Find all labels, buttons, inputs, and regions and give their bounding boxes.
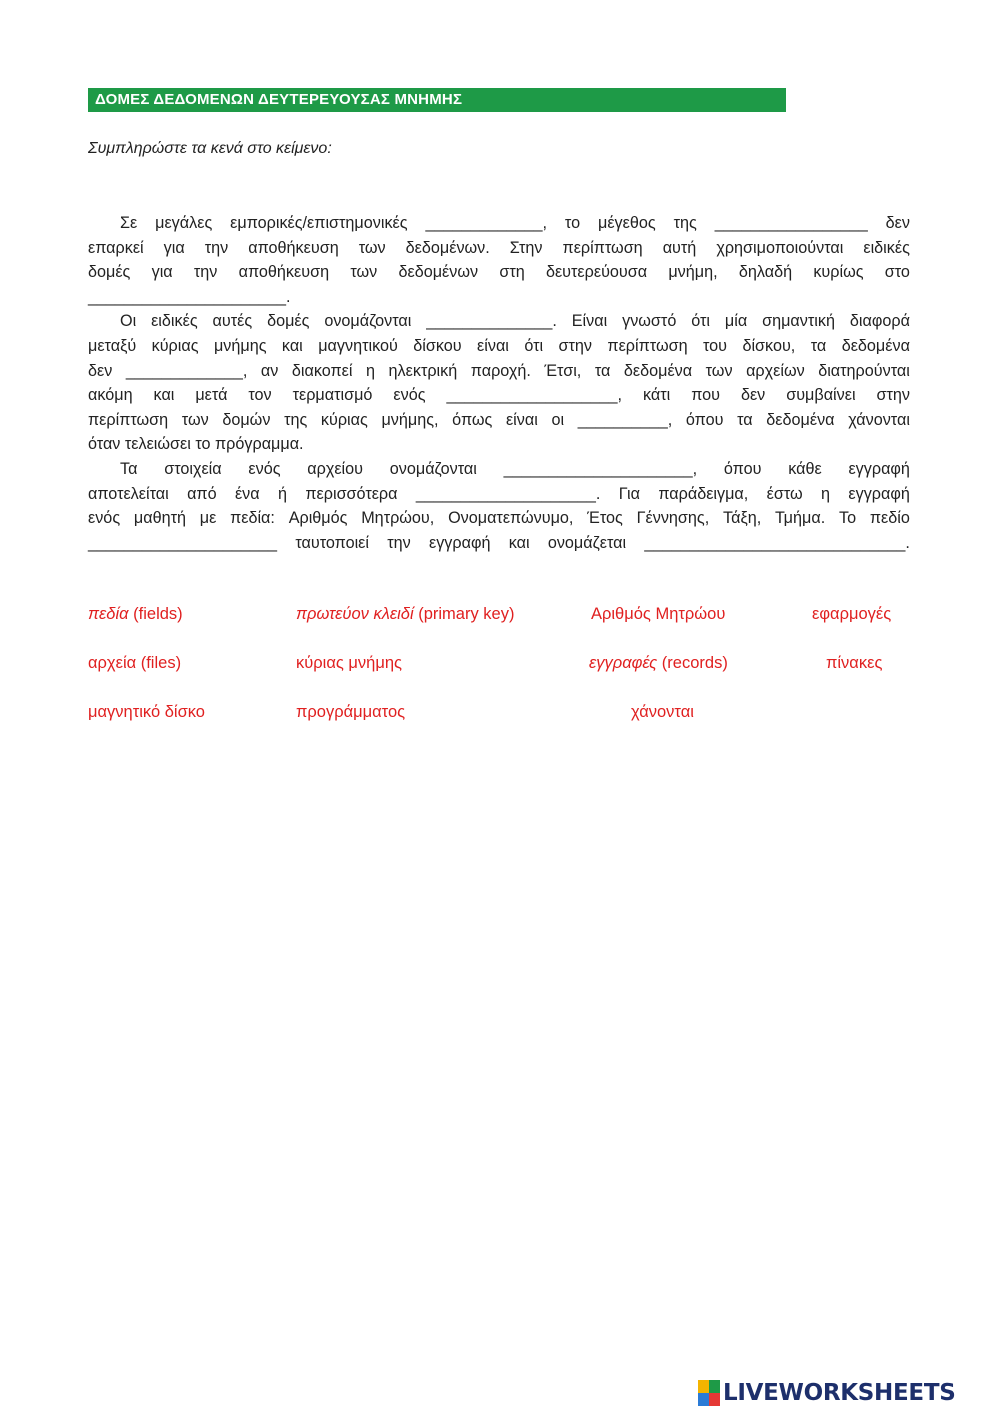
logo-text: LIVEWORKSHEETS <box>723 1380 956 1406</box>
text-word: μνήμη, <box>668 263 718 282</box>
word-bank-item: πρωτεύον κλειδί (primary key) <box>296 605 515 623</box>
word-bank-item: Αριθμός Μητρώου <box>591 605 726 623</box>
text-word: και <box>508 533 530 552</box>
text-word: κάτι <box>642 386 671 405</box>
text-word: ονομάζονται <box>389 459 477 478</box>
text-word: περίπτωση <box>607 336 688 355</box>
text-word: σημαντική <box>762 312 835 331</box>
text-word: κύριας <box>151 336 199 355</box>
text-word: όπως <box>452 410 493 429</box>
text-word: του <box>703 336 728 355</box>
text-word: χάνονται <box>848 410 910 429</box>
text-word: ονομάζεται <box>547 533 627 552</box>
text-word: μετά <box>195 386 228 405</box>
word-bank-item: εφαρμογές <box>812 605 892 623</box>
text-line <box>88 457 910 482</box>
text-word: μεγάλες <box>155 214 213 232</box>
text-word: τερματισμό <box>292 386 373 405</box>
text-word: ονομάζονται <box>324 312 412 331</box>
text-word: γνωστό <box>622 312 677 331</box>
text-word: κάθε <box>788 459 822 478</box>
text-word: είναι <box>505 410 538 429</box>
text-word: μεταξύ <box>88 336 137 355</box>
instruction-text: Συμπληρώστε τα κενά στο κείμενο: <box>88 140 332 157</box>
text-word: ______________. <box>426 312 557 331</box>
text-word: αποτελείται <box>88 484 169 503</box>
text-word: στην <box>876 386 910 405</box>
text-word: οι <box>551 410 565 429</box>
text-word: αποθήκευση <box>248 238 339 257</box>
text-word: από <box>187 484 217 503</box>
text-word: την <box>193 263 218 282</box>
text-line <box>88 309 910 334</box>
text-word: τα <box>594 361 611 380</box>
text-word: _________________ <box>714 214 868 232</box>
text-word: μέγεθος <box>598 214 656 232</box>
text-word: Οι <box>120 312 137 331</box>
text-word: δηλαδή <box>738 263 793 282</box>
text-word: Σε <box>120 214 138 232</box>
text-line <box>88 359 910 384</box>
text-word: μνήμης, <box>381 410 439 429</box>
fill-in-text <box>88 211 910 555</box>
text-word: δεδομένα <box>766 410 835 429</box>
text-word: δίσκου, <box>742 336 796 355</box>
text-word: Για <box>618 484 640 503</box>
text-word: που <box>691 386 720 405</box>
text-word: ειδικές <box>863 238 910 257</box>
text-word: δομών <box>222 410 271 429</box>
text-word: μαγνητικού <box>318 336 398 355</box>
text-word: πεδίο <box>869 509 910 528</box>
text-word: ενός <box>393 386 426 405</box>
text-word: στο <box>884 263 910 282</box>
text-word: στην <box>558 336 592 355</box>
liveworksheets-logo <box>698 1380 955 1406</box>
text-word: περισσότερα <box>305 484 398 503</box>
text-word: ή <box>278 484 288 503</box>
text-word: τα <box>810 336 827 355</box>
text-word: εμπορικές/επιστημονικές <box>230 214 408 232</box>
text-word: δεδομένων. <box>405 238 490 257</box>
text-word: η <box>821 484 831 503</box>
text-word: κύριας <box>320 410 368 429</box>
text-word: για <box>163 238 185 257</box>
text-word: Μητρώου, <box>361 509 435 528</box>
text-word: περίπτωση <box>88 410 169 429</box>
text-word: Γέννησης, <box>636 509 710 528</box>
text-word: δίσκου <box>413 336 462 355</box>
text-word: διαφορά <box>849 312 910 331</box>
text-word: διατηρούνται <box>818 361 910 380</box>
text-word: στη <box>499 263 525 282</box>
text-line <box>88 383 910 408</box>
text-word: των <box>358 238 386 257</box>
text-word: δεν <box>740 386 766 405</box>
text-word: ____________________. <box>415 484 601 503</box>
text-word: των <box>181 410 209 429</box>
text-word: στοιχεία <box>164 459 222 478</box>
text-word: εγγραφή <box>428 533 491 552</box>
text-word: δομές <box>267 312 310 331</box>
text-word: περίπτωση <box>562 238 643 257</box>
text-word: __________, <box>577 410 673 429</box>
word-bank <box>88 602 918 742</box>
text-word: ότι <box>691 312 710 331</box>
text-line <box>88 236 910 261</box>
word-bank-item: αρχεία (files) <box>88 654 182 672</box>
text-word: συμβαίνει <box>786 386 856 405</box>
text-word: δευτερεύουσα <box>545 263 648 282</box>
text-word: ειδικές <box>151 312 198 331</box>
text-word: της <box>673 214 697 232</box>
text-word: και <box>153 386 175 405</box>
text-word: την <box>204 238 229 257</box>
text-word: κυρίως <box>813 263 864 282</box>
text-word: διακοπεί <box>291 361 353 380</box>
word-bank-item: χάνονται <box>631 703 694 721</box>
text-word: για <box>151 263 173 282</box>
text-word: παράδειγμα, <box>658 484 749 503</box>
text-line <box>88 285 910 310</box>
text-line-content: όταν τελειώσει το πρόγραμμα. <box>88 435 304 454</box>
text-line <box>88 531 910 556</box>
text-word: πεδία: <box>230 509 275 528</box>
word-bank-item: πεδία (fields) <box>88 605 183 623</box>
text-word: της <box>284 410 308 429</box>
text-word: ταυτοποιεί <box>295 533 369 552</box>
text-line <box>88 408 910 433</box>
text-word: Αριθμός <box>288 509 348 528</box>
word-bank-item: εγγραφές (records) <box>589 654 728 672</box>
text-word: _____________________, <box>503 459 698 478</box>
text-word: Το <box>838 509 857 528</box>
liveworksheets-logo-icon <box>698 1380 720 1406</box>
word-bank-item: πίνακες <box>826 654 883 672</box>
worksheet-title: ΔΟΜΕΣ ΔΕΔΟΜΕΝΩΝ ΔΕΥΤΕΡΕΥΟΥΣΑΣ ΜΝΗΜΗΣ <box>88 88 786 112</box>
text-word: _____________________________. <box>644 533 910 552</box>
text-word: των <box>350 263 378 282</box>
text-word: αν <box>260 361 279 380</box>
text-word: όπου <box>723 459 762 478</box>
text-word: Τάξη, <box>723 509 762 528</box>
text-word: ότι <box>524 336 544 355</box>
text-word: Ονοματεπώνυμο, <box>448 509 574 528</box>
text-word: και <box>281 336 303 355</box>
text-word: Τα <box>120 459 138 478</box>
text-word: _____________________ <box>88 533 278 552</box>
text-line-content: ______________________. <box>88 287 291 306</box>
text-word: Τμήμα. <box>774 509 826 528</box>
text-word: Στην <box>509 238 543 257</box>
text-word: τον <box>248 386 272 405</box>
word-bank-item: προγράμματος <box>296 703 406 721</box>
text-word: ακόμη <box>88 386 133 405</box>
text-line <box>88 482 910 507</box>
text-word: δεδομένων <box>398 263 479 282</box>
text-word: ενός <box>248 459 281 478</box>
text-word: αρχείου <box>307 459 364 478</box>
text-word: χρησιμοποιούνται <box>716 238 844 257</box>
text-word: αυτές <box>212 312 253 331</box>
text-word: είναι <box>477 336 509 355</box>
text-word: δεν <box>885 214 910 232</box>
text-word: παροχή. <box>470 361 531 380</box>
text-word: η <box>366 361 376 380</box>
text-word: τα <box>737 410 753 429</box>
text-word: δεδομένα <box>841 336 910 355</box>
text-word: εγγραφή <box>848 459 910 478</box>
text-word: έστω <box>766 484 803 503</box>
text-word: με <box>199 509 217 528</box>
text-word: εγγραφή <box>848 484 910 503</box>
text-word: μαθητή <box>133 509 186 528</box>
text-line <box>88 211 910 236</box>
text-word: ηλεκτρική <box>388 361 458 380</box>
text-word: _____________, <box>425 214 548 232</box>
text-word: ___________________, <box>446 386 623 405</box>
text-word: το <box>564 214 581 232</box>
text-word: όπου <box>685 410 724 429</box>
text-word: αρχείων <box>746 361 805 380</box>
text-word: μνήμης <box>213 336 267 355</box>
text-word: Έτσι, <box>544 361 582 380</box>
text-word: _____________, <box>125 361 248 380</box>
text-word: Είναι <box>571 312 608 331</box>
text-word: ένα <box>234 484 260 503</box>
text-word: ενός <box>88 509 121 528</box>
text-word: δεδομένα <box>623 361 693 380</box>
text-word: αυτή <box>662 238 697 257</box>
text-word: Έτος <box>587 509 623 528</box>
text-line <box>88 432 910 457</box>
text-line <box>88 334 910 359</box>
text-word: δομές <box>88 263 131 282</box>
text-word: των <box>705 361 733 380</box>
word-bank-item: κύριας μνήμης <box>296 654 402 672</box>
text-word: την <box>387 533 411 552</box>
text-line <box>88 506 910 531</box>
text-word: μία <box>724 312 748 331</box>
word-bank-item: μαγνητικό δίσκο <box>88 703 205 721</box>
text-word: επαρκεί <box>88 238 144 257</box>
text-line <box>88 260 910 285</box>
text-word: αποθήκευση <box>238 263 330 282</box>
text-word: δεν <box>88 361 113 380</box>
